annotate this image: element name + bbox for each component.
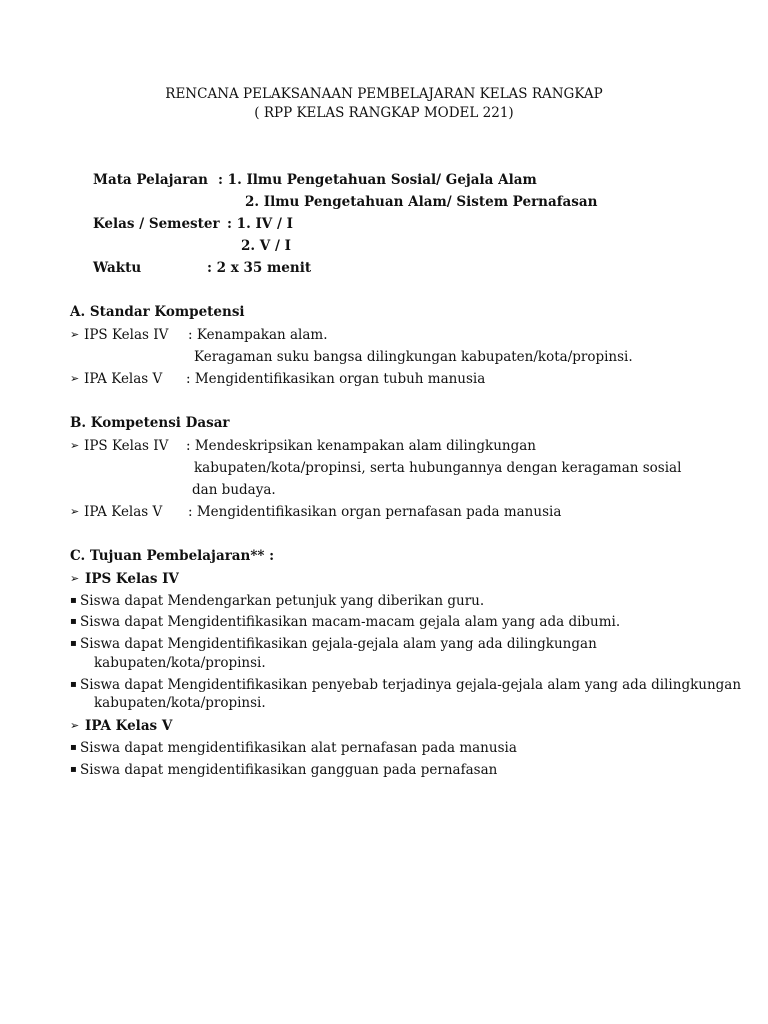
square-bullet-icon: ▪ xyxy=(70,595,77,606)
arrow-bullet-icon: ➢ xyxy=(70,328,80,341)
tujuan-ips-item: Siswa dapat Mengidentifikasikan macam-macam gejala alam yang ada dibumi. xyxy=(80,614,621,630)
sk-ips-label: IPS Kelas IV xyxy=(84,327,169,343)
tujuan-ips-item: Siswa dapat Mendengarkan petunjuk yang diberikan guru. xyxy=(80,593,485,609)
tujuan-ipa-heading: IPA Kelas V xyxy=(85,718,173,734)
square-bullet-icon: ▪ xyxy=(70,742,77,753)
tujuan-ips-item: Siswa dapat Mengidentifikasikan gejala-gejala alam yang ada dilingkungan xyxy=(80,636,597,652)
sk-ips-text-1: : Kenampakan alam. xyxy=(188,327,328,343)
section-a-heading: A. Standar Kompetensi xyxy=(70,304,245,320)
mapel-value-2: 2. Ilmu Pengetahuan Alam/ Sistem Pernafasan xyxy=(245,194,598,210)
tujuan-ips-item-cont: kabupaten/kota/propinsi. xyxy=(94,695,266,711)
tujuan-ips-heading: IPS Kelas IV xyxy=(85,571,179,587)
sk-ipa-label: IPA Kelas V xyxy=(84,371,163,387)
document-title: RENCANA PELAKSANAAN PEMBELAJARAN KELAS RANGKAP xyxy=(165,86,603,102)
kd-ips-text-3: dan budaya. xyxy=(192,482,276,498)
sk-ips-text-2: Keragaman suku bangsa dilingkungan kabupaten/kota/propinsi. xyxy=(194,349,633,365)
tujuan-ipa-item: Siswa dapat mengidentifikasikan gangguan pada pernafasan xyxy=(80,762,498,778)
mapel-label: Mata Pelajaran xyxy=(93,172,208,188)
waktu-value: : 2 x 35 menit xyxy=(207,260,312,276)
kelas-label: Kelas / Semester xyxy=(93,216,220,232)
kd-ips-text-2: kabupaten/kota/propinsi, serta hubungannya dengan keragaman sosial xyxy=(194,460,682,476)
tujuan-ips-item-cont: kabupaten/kota/propinsi. xyxy=(94,655,266,671)
square-bullet-icon: ▪ xyxy=(70,679,77,690)
square-bullet-icon: ▪ xyxy=(70,638,77,649)
section-b-heading: B. Kompetensi Dasar xyxy=(70,415,230,431)
sk-ipa-text: : Mengidentifikasikan organ tubuh manusia xyxy=(186,371,486,387)
tujuan-ipa-item: Siswa dapat mengidentifikasikan alat pernafasan pada manusia xyxy=(80,740,517,756)
arrow-bullet-icon: ➢ xyxy=(70,439,80,452)
arrow-bullet-icon: ➢ xyxy=(70,719,80,732)
kelas-value-2: 2. V / I xyxy=(241,238,291,254)
mapel-value-1: : 1. Ilmu Pengetahuan Sosial/ Gejala Alam xyxy=(218,172,537,188)
kd-ips-label: IPS Kelas IV xyxy=(84,438,169,454)
arrow-bullet-icon: ➢ xyxy=(70,505,80,518)
kd-ipa-label: IPA Kelas V xyxy=(84,504,163,520)
kelas-value-1: : 1. IV / I xyxy=(227,216,293,232)
arrow-bullet-icon: ➢ xyxy=(70,372,80,385)
square-bullet-icon: ▪ xyxy=(70,764,77,775)
square-bullet-icon: ▪ xyxy=(70,616,77,627)
arrow-bullet-icon: ➢ xyxy=(70,572,80,585)
tujuan-ips-item: Siswa dapat Mengidentifikasikan penyebab terjadinya gejala-gejala alam yang ada dilingkungan xyxy=(80,677,742,693)
kd-ips-text-1: : Mendeskripsikan kenampakan alam dilingkungan xyxy=(186,438,536,454)
kd-ipa-text: : Mengidentifikasikan organ pernafasan pada manusia xyxy=(188,504,562,520)
document-subtitle: ( RPP KELAS RANGKAP MODEL 221) xyxy=(254,105,514,121)
waktu-label: Waktu xyxy=(93,260,142,276)
section-c-heading: C. Tujuan Pembelajaran** : xyxy=(70,548,275,564)
